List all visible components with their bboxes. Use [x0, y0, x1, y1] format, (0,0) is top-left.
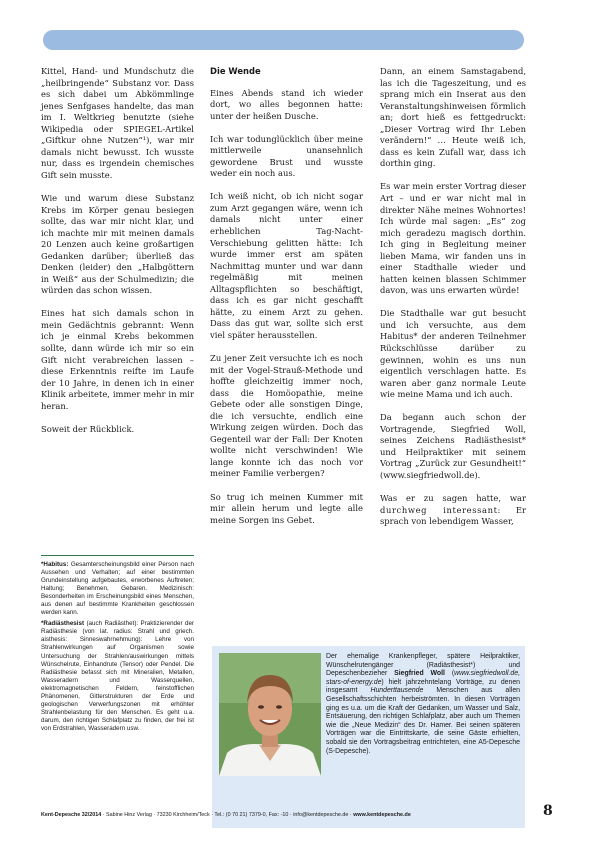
spaced-text: durchweg interessant — [380, 504, 498, 515]
caption-text: ( — [444, 670, 455, 678]
caption-text: Der ehemalige Krankenpfleger, spätere Heilpraktiker, Wünschelrutengänger (Radiästhesist*) und Depeschenbezieher — [326, 653, 520, 678]
text: : Er sprach von lebendigem Wasser, — [380, 504, 526, 527]
footnote-radiaesthesist — [41, 620, 194, 733]
column-3 — [380, 66, 526, 539]
paragraph: Da begann auch schon der Vortragende, Siegfried Woll, seines Zeichens Radiästhesist* und Heilpraktiker mit seinem Vortrag „Zurück zur Gesundheit!“ (www.siegfriedwoll.de). — [380, 412, 526, 480]
caption-text: ) hielt jahrzehntelang Vorträge, zu denen insgesamt — [326, 678, 520, 695]
footer-publisher: · Sabine Hinz Verlag · 73230 Kirchheim/Teck · Tel.: (0 70 21) 7379-0, Fax: -10 · info@kentdepesche.de · — [101, 812, 354, 818]
paragraph: Kittel, Hand- und Mundschutz die „heilbringende“ Substanz vor. Dass es sich dabei um Abkömmlinge jenes Senfgases handelte, das man im I. Weltkrieg benutzte (siehe Wikipedia oder SPIEGEL-Artikel „Giftkur ohne Nutzen“¹), war mir damals nicht bewusst. Ich wusste nur, dass es irgendein chemisches Gift sein musste. — [41, 66, 194, 180]
caption-emphasis: Hunderttausende — [370, 687, 424, 695]
paragraph: Eines hat sich damals schon in mein Gedächtnis gebrannt: Wenn ich je einmal Krebs bekommen sollte, dann würde ich mir so ein Gift nicht verabreichen lassen – diese Erkenntnis reifte im Laufe der 10 Jahre, in denen ich in einer Klinik arbeitete, immer mehr in mir heran. — [41, 308, 194, 411]
paragraph: Zu jener Zeit versuchte ich es noch mit der Vogel-Strauß-Methode und hoffte gleichzeitig immer noch, dass die Homöopathie, meine Gebete oder alle sonstigen Dinge, die ich versuchte, endlich eine Wirkung zeigen würden. Doch das Gegenteil war der Fall: Der Knoten wollte nicht verschwinden! Wie lange konnte ich das noch vor meiner Familie verbergen? — [210, 352, 363, 479]
section-heading: Die Wende — [210, 66, 261, 76]
paragraph: Ich weiß nicht, ob ich nicht sogar zum Arzt gegangen wäre, wenn ich damals nicht unter einer erheblichen Tag-Nacht-Verschiebung gelitten hätte: Ich wurde immer erst am späten Nachmittag munter und war dann regelmäßig mit meinen Alltagspflichten so beschäftigt, dass ich es gar nicht geschafft hätte, zu einem Arzt zu gehen. Dass das gut war, sollte sich erst viel später herausstellen. — [210, 191, 363, 340]
footnotes — [41, 561, 194, 736]
caption-text: Menschen aus allen Gesellschaftsschichten herbeiströmten. In diesen Vorträgen ging es u.a. um die Kraft der Gedanken, um Wasser und Salz, Entsäuerung, den richtigen Schlafplatz, aber auch um Themen wie die „Neue Medizin“ des Dr. Hamer. Bei seinen späteren Vorträgen war die Eintrittskarte, die seine Gäste erhielten, sobald sie den Vortragsbeitrag entrichteten, eine A5-Depesche (S-Depesche). — [326, 687, 520, 755]
paragraph: Wie und warum diese Substanz Krebs im Körper genau besiegen sollte, das war mir nicht klar, und ich machte mir mit meinen damals 20 Lenzen auch keine großartigen Gedanken darüber; überließ das Denken (leider) den „Halbgöttern in Weiß“ aus der Schulmedizin; die würden das schon wissen. — [41, 192, 194, 296]
paragraph: Ich war todunglücklich über meine mittlerweile unansehnlich gewordene Brust und wusste weder ein noch aus. — [210, 133, 363, 179]
paragraph: Die Stadthalle war gut besucht und ich versuchte, aus dem Habitus* der anderen Teilnehmer Rückschlüsse darüber zu gewinnen, wohin es uns nun eigentlich verschlagen hatte. Es waren aber ganz normale Leute wie meine Mama und ich auch. — [380, 308, 526, 400]
column-2 — [210, 66, 363, 538]
caption-urls: www.siegfriedwoll.de, stars-of-energy.de — [326, 670, 520, 686]
paragraph: Eines Abends stand ich wieder dort, wo alles begonnen hatte: unter der heißen Dusche. — [210, 87, 363, 121]
caption-name: Siegfried Woll — [394, 670, 445, 678]
paragraph: Soweit der Rückblick. — [41, 423, 135, 434]
text: Was er zu sagen hatte, war — [380, 493, 526, 504]
footnote-text: (auch Radiästhet): Praktizierender der Radiästhesie (von lat. radius: Strahl und griech. aisthesis: Sinneswahrnehmung): Lehre von Strahlenwirkungen auf Organismen sowie Untersuchung der Strahlen/auswirkungen mittels Wünschelrute, Einhandrute (Tensor) oder Pendel. Die Radiästhesie befasst sich mit Mineralien, Metallen, Wasseradern und Wasserquellen, elektromagnetischen Feldern, feinstofflichen Phänomenen, Gitterstrukturen der Erde und geologischen Verwerfungszonen mit erhöhter Strahlenbelastung für den Menschen. Es geht u.a. darum, den richtigen Schlafplatz zu finden, der frei ist von Erdstrahlen, Wasseradern usw. — [41, 620, 194, 732]
portrait-image — [219, 653, 321, 776]
page-footer — [41, 811, 531, 819]
portrait-photo — [219, 653, 321, 776]
photo-caption — [326, 653, 520, 756]
column-1 — [41, 66, 194, 447]
page-number: 8 — [543, 803, 553, 819]
footnote-habitus — [41, 561, 194, 617]
paragraph: So trug ich meinen Kummer mit mir allein herum und legte alle meine Sorgen ins Gebet. — [210, 491, 363, 525]
footnote-term: *Radiästhesist — [41, 620, 85, 628]
header-bar — [43, 30, 524, 50]
footer-website: www.kentdepesche.de — [353, 812, 411, 818]
footnote-term: *Habitus: — [41, 561, 69, 568]
paragraph: Dann, an einem Samstagabend, las ich die Tageszeitung, und es sprang mich ein Inserat aus den Veranstaltungshinweisen förmlich an; dort hieß es fettgedruckt: „Dieser Vortrag wird Ihr Leben verändern!“ … Heute weiß ich, dass es kein Zufall war, dass ich dorthin ging. — [380, 66, 526, 169]
paragraph — [380, 493, 526, 528]
paragraph: Es war mein erster Vortrag dieser Art – und er war nicht mal in direkter Nähe meines Wohnortes! Ich würde mal sagen: „Es“ zog mich geradezu magisch dorthin. Ich ging in Begleitung meiner lieben Mama, wir fanden uns in einer Stadthalle wieder und hatten keinen blassen Schimmer davon, was uns erwarten würde! — [380, 181, 526, 296]
footnote-text: Gesamterscheinungsbild einer Person nach Aussehen und Verhalten; auf einer bestimmten Grundeinstellung aufgebautes, erworbenes Auftreten; Haltung; Benehmen, Gebaren. Medizinisch: Besonderheiten im Erscheinungsbild eines Menschen, aus denen auf bestimmte Krankheiten geschlossen werden kann. — [41, 561, 194, 617]
footer-issue: Kent-Depesche 32/2014 — [41, 812, 102, 818]
footnote-divider — [41, 555, 194, 556]
